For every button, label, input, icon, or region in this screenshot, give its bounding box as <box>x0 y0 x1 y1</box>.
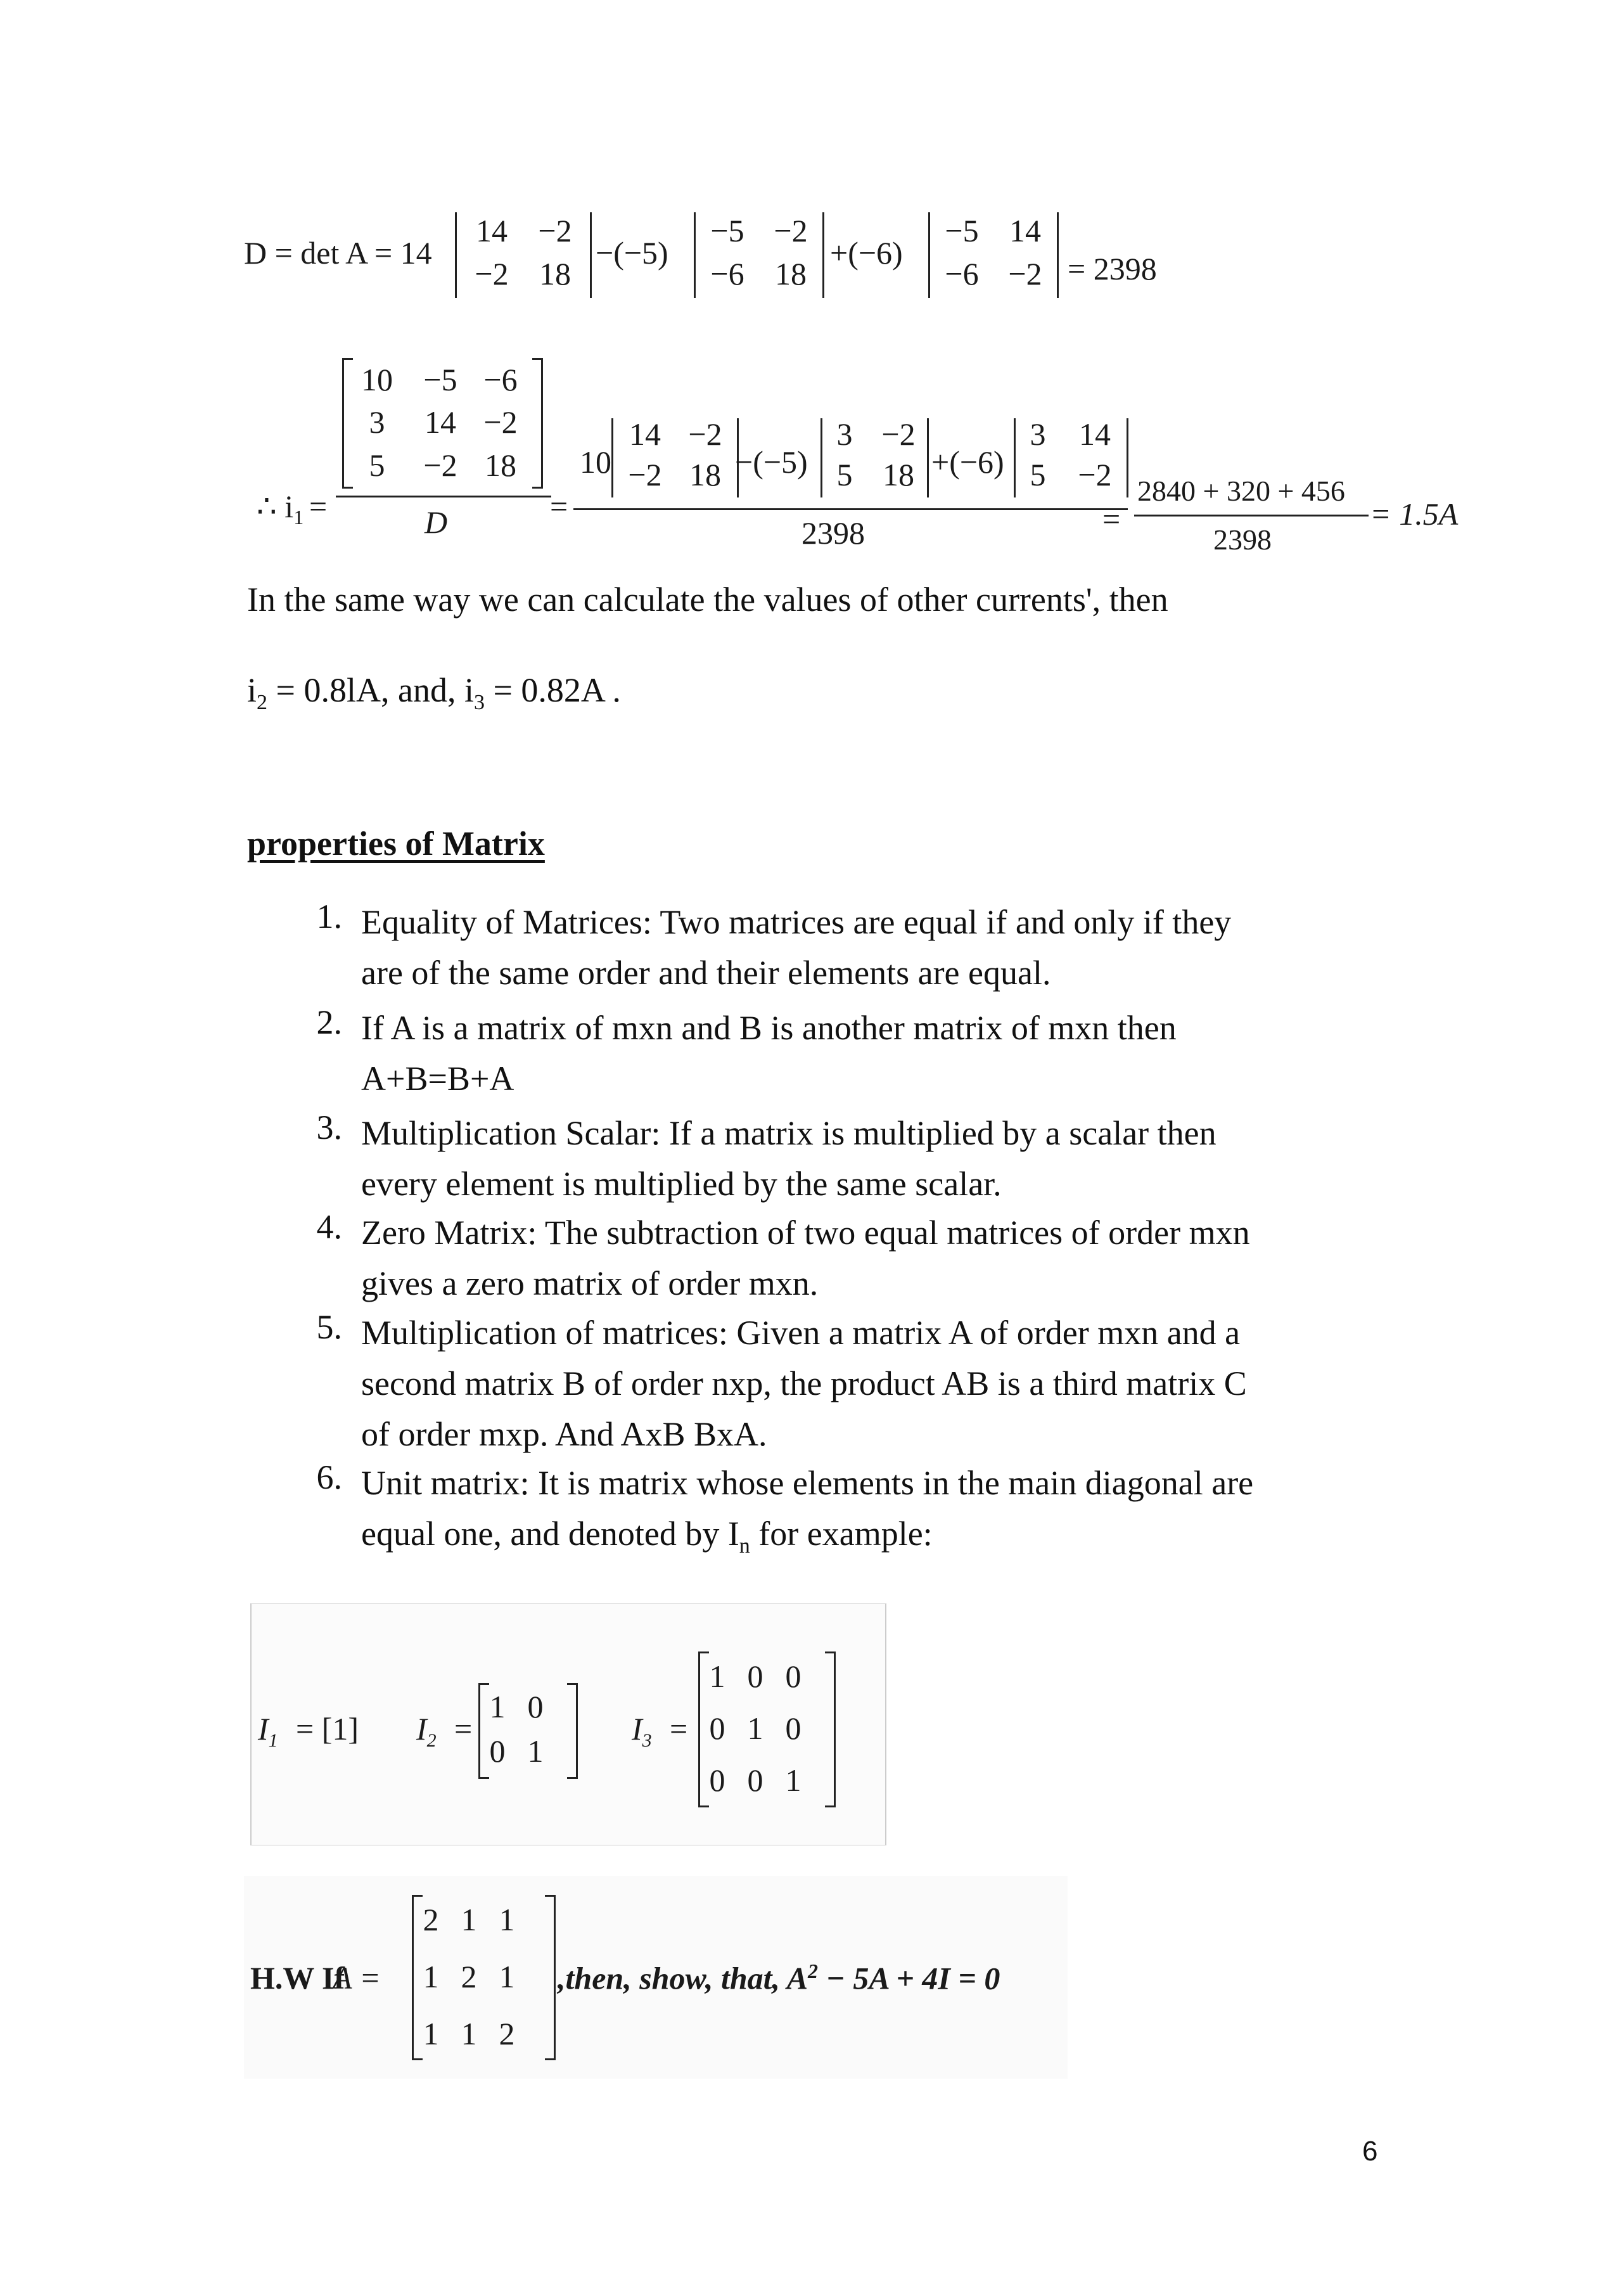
i2-matrix: 1 0 0 1 <box>478 1683 580 1775</box>
i1-label: $I_1$ <box>258 1711 278 1751</box>
det-minor-2: −5 −2 −6 18 <box>694 212 824 298</box>
cramer-matrix: 10 −5 −6 3 14 −2 5 −2 18 <box>342 358 545 485</box>
det-op-2: +(−6) <box>830 235 903 271</box>
sum-numerator: 2840 + 320 + 456 <box>1137 475 1345 507</box>
page-number: 6 <box>1362 2136 1378 2167</box>
hw-matrix: 2 1 1 1 2 1 1 1 2 <box>412 1895 558 2056</box>
det-minor-1: 14 −2 −2 18 <box>455 212 592 298</box>
cramer-equation: ∴ $i_1$ = 10 −5 −6 3 14 −2 5 −2 18 D = 10 14 −2 −2 18 −(−5) 3 −2 5 18 +(−6) 3 14 5 −2 2398 = 2840 + 320 + 456 2398 = 1.5A <box>0 330 1622 570</box>
identity-matrices-figure: $I_1$ = [1] $I_2$ = 1 0 0 1 $I_3$ = 1 0 0 0 1 0 0 0 1 <box>250 1603 886 1845</box>
i1-lhs: ∴ $i_1$ <box>257 489 304 529</box>
paragraph-currents: In the same way we can calculate the values of other currents', then <box>247 580 1168 619</box>
denominator-d: D <box>425 504 448 540</box>
homework-figure: H.W If A = 2 1 1 1 2 1 1 1 2 ,then, show, that, $A^2 - 5A + 4I = 0$ <box>244 1876 1068 2079</box>
i3-matrix: 1 0 0 0 1 0 0 0 1 <box>698 1651 838 1804</box>
i3-label: $I_3$ <box>632 1711 652 1751</box>
det-op-1: −(−5) <box>596 235 668 271</box>
det-minor-3: −5 14 −6 −2 <box>928 212 1059 298</box>
expansion-coef: 10 <box>580 444 611 480</box>
sum-denominator: 2398 <box>1213 523 1272 556</box>
det-result: = 2398 <box>1068 251 1157 286</box>
cramer-minor-2: 3 −2 5 18 <box>821 418 929 497</box>
i2-label: $I_2$ <box>416 1711 437 1751</box>
hw-suffix: ,then, show, that, $A^2 - 5A + 4I = 0$ <box>558 1959 1000 1996</box>
determinant-equation <box>0 0 1622 330</box>
hw-prefix: H.W If <box>250 1960 345 1996</box>
cramer-minor-3: 3 14 5 −2 <box>1014 418 1128 497</box>
paragraph-values: $i_2 = 0.8lA$, and, $i_3 = 0.82A$ . <box>247 671 621 714</box>
section-heading: properties of Matrix <box>247 824 545 863</box>
denominator-2398: 2398 <box>801 515 865 551</box>
cramer-minor-1: 14 −2 −2 18 <box>611 418 739 497</box>
det-lhs: D = det A = 14 <box>244 235 432 271</box>
i1-result: = 1.5A <box>1370 496 1459 532</box>
